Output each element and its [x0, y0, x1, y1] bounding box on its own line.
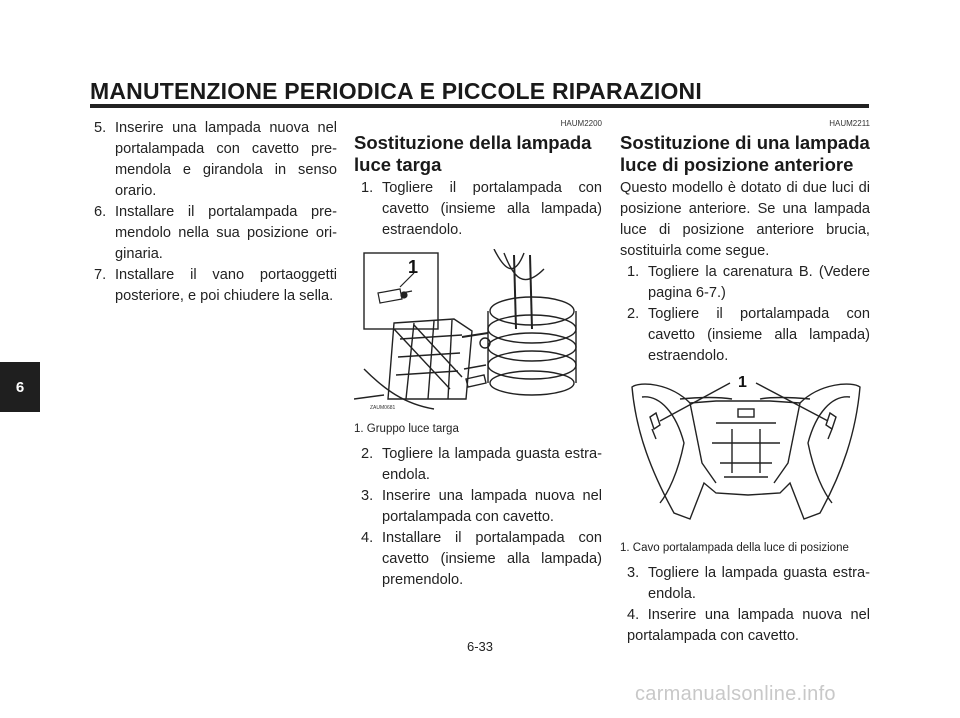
figure-code: ZAUM0681	[370, 405, 396, 411]
section-code: HAUM2211	[829, 119, 870, 128]
position-light-figure	[620, 373, 870, 533]
step-6: 6. Installare il portalampada pre-mendolo nella sua posizione ori-ginaria.	[94, 204, 337, 262]
step-3: 3. Inserire una lampada nuova nel portalampada con cavetto.	[361, 488, 602, 525]
figure-caption: 1. Gruppo luce targa	[354, 423, 459, 435]
watermark: carmanualsonline.info	[635, 683, 836, 705]
page-header-title: MANUTENZIONE PERIODICA E PICCOLE RIPARAZIONI	[90, 78, 702, 104]
step-7: 7. Installare il vano portaoggetti posteriore, e poi chiudere la sella.	[94, 267, 337, 304]
section-code: HAUM2200	[560, 119, 602, 128]
step-4: 4. Installare il portalampada con cavetto (insieme alla lampada) premendolo.	[361, 530, 602, 588]
figure-callout-1: 1	[408, 257, 419, 277]
license-light-figure	[354, 249, 602, 414]
column-right	[620, 118, 870, 647]
step-3: 3. Togliere la lampada guasta estra-endola.	[627, 565, 870, 602]
column-left	[94, 118, 337, 307]
intro-paragraph: Questo modello è dotato di due luci di posizione anteriore. Se una lampada luce di posizione anteriore brucia, sostituirla come segue.	[620, 180, 870, 259]
step-1: 1. Togliere la carenatura B. (Vedere pagina 6-7.)	[627, 264, 870, 301]
step-5: 5. Inserire una lampada nuova nel portalampada con cavetto pre-mendola e girandola in senso orario.	[94, 120, 337, 199]
figure-caption: 1. Cavo portalampada della luce di posizione	[620, 542, 849, 554]
step-1: 1. Togliere il portalampada con cavetto (insieme alla lampada) estraendolo.	[361, 180, 602, 238]
page-number: 6-33	[466, 639, 494, 654]
column-middle	[354, 118, 602, 591]
step-2: 2. Togliere il portalampada con cavetto (insieme alla lampada) estraendolo.	[627, 306, 870, 364]
header-rule	[90, 104, 869, 108]
step-4: 4. Inserire una lampada nuova nel portalampada con cavetto.	[627, 607, 870, 644]
figure-callout-1: 1	[738, 374, 747, 391]
section-heading: Sostituzione di una lampada luce di posizione anteriore	[620, 132, 870, 175]
section-heading: Sostituzione della lampada luce targa	[354, 132, 592, 175]
chapter-tab: 6	[0, 362, 40, 412]
step-2: 2. Togliere la lampada guasta estra-endola.	[361, 446, 602, 483]
